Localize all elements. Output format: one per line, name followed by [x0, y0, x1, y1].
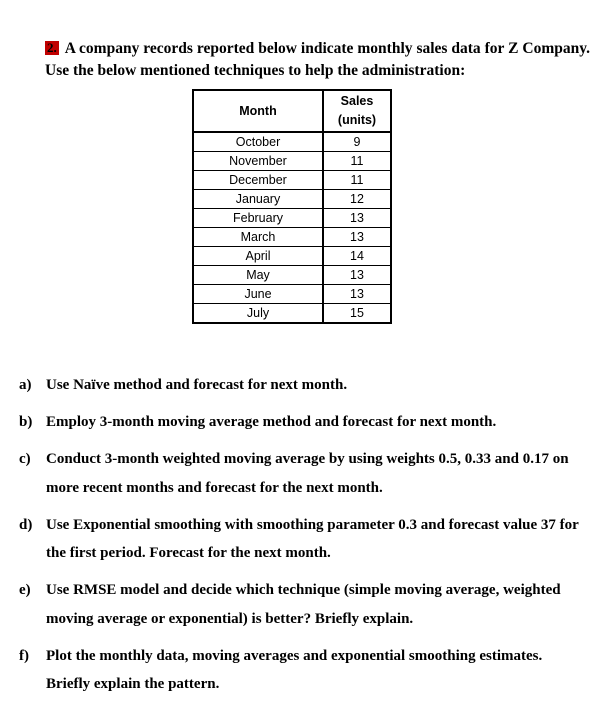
- task-text: Use RMSE model and decide which technique (simple moving average, weighted moving average or exponential) is better? Briefly explain.: [46, 582, 561, 627]
- month-cell: March: [193, 228, 323, 247]
- table-row: [193, 266, 391, 285]
- task-text: Use Naïve method and forecast for next month.: [46, 377, 348, 393]
- question-number: 2.: [47, 40, 57, 55]
- month-cell: July: [193, 304, 323, 324]
- task-item-d: [19, 511, 589, 568]
- task-item-b: [19, 408, 589, 437]
- sales-cell: 11: [323, 171, 391, 190]
- month-column-header: Month: [193, 90, 323, 132]
- table-row: [193, 304, 391, 324]
- task-item-a: [19, 371, 589, 400]
- sales-cell: 13: [323, 266, 391, 285]
- table-row: [193, 247, 391, 266]
- sales-header-line2: (units): [337, 113, 377, 127]
- sales-cell: 12: [323, 190, 391, 209]
- table-row: [193, 285, 391, 304]
- sales-cell: 9: [323, 132, 391, 152]
- task-item-c: [19, 445, 589, 502]
- month-cell: January: [193, 190, 323, 209]
- month-cell: November: [193, 152, 323, 171]
- task-text: Employ 3-month moving average method and forecast for next month.: [46, 414, 497, 430]
- sales-cell: 13: [323, 228, 391, 247]
- task-item-f: [19, 642, 589, 699]
- task-text: Plot the monthly data, moving averages and exponential smoothing estimates. Briefly explain the pattern.: [46, 647, 543, 692]
- month-cell: December: [193, 171, 323, 190]
- task-letter: d): [19, 516, 33, 533]
- month-cell: May: [193, 266, 323, 285]
- month-cell: June: [193, 285, 323, 304]
- task-letter: c): [19, 451, 31, 467]
- sales-header-line1: Sales: [340, 94, 374, 108]
- question-intro: [45, 38, 590, 82]
- question-intro-text: A company records reported below indicate monthly sales data for Z Company. Use the below mentioned techniques to help the administration:: [45, 40, 590, 79]
- sales-cell: 13: [323, 285, 391, 304]
- month-cell: October: [193, 132, 323, 152]
- task-text: Use Exponential smoothing with smoothing parameter 0.3 and forecast value 37 for the first period. Forecast for the next month.: [46, 516, 579, 561]
- task-text: Conduct 3-month weighted moving average by using weights 0.5, 0.33 and 0.17 on more recent months and forecast for the next month.: [46, 451, 569, 496]
- sales-cell: 14: [323, 247, 391, 266]
- table-header-row: [193, 90, 391, 132]
- table-row: [193, 171, 391, 190]
- sales-table: [192, 89, 392, 324]
- task-letter: f): [19, 647, 29, 664]
- task-list: [19, 371, 589, 707]
- task-letter: a): [19, 377, 32, 393]
- sales-cell: 13: [323, 209, 391, 228]
- task-letter: b): [19, 414, 33, 430]
- table-row: [193, 228, 391, 247]
- month-cell: February: [193, 209, 323, 228]
- table-row: [193, 152, 391, 171]
- sales-cell: 15: [323, 304, 391, 324]
- task-letter: e): [19, 582, 31, 598]
- table-row: [193, 132, 391, 152]
- task-item-e: [19, 576, 589, 633]
- sales-cell: 11: [323, 152, 391, 171]
- sales-column-header: [323, 90, 391, 132]
- month-cell: April: [193, 247, 323, 266]
- table-row: [193, 190, 391, 209]
- table-row: [193, 209, 391, 228]
